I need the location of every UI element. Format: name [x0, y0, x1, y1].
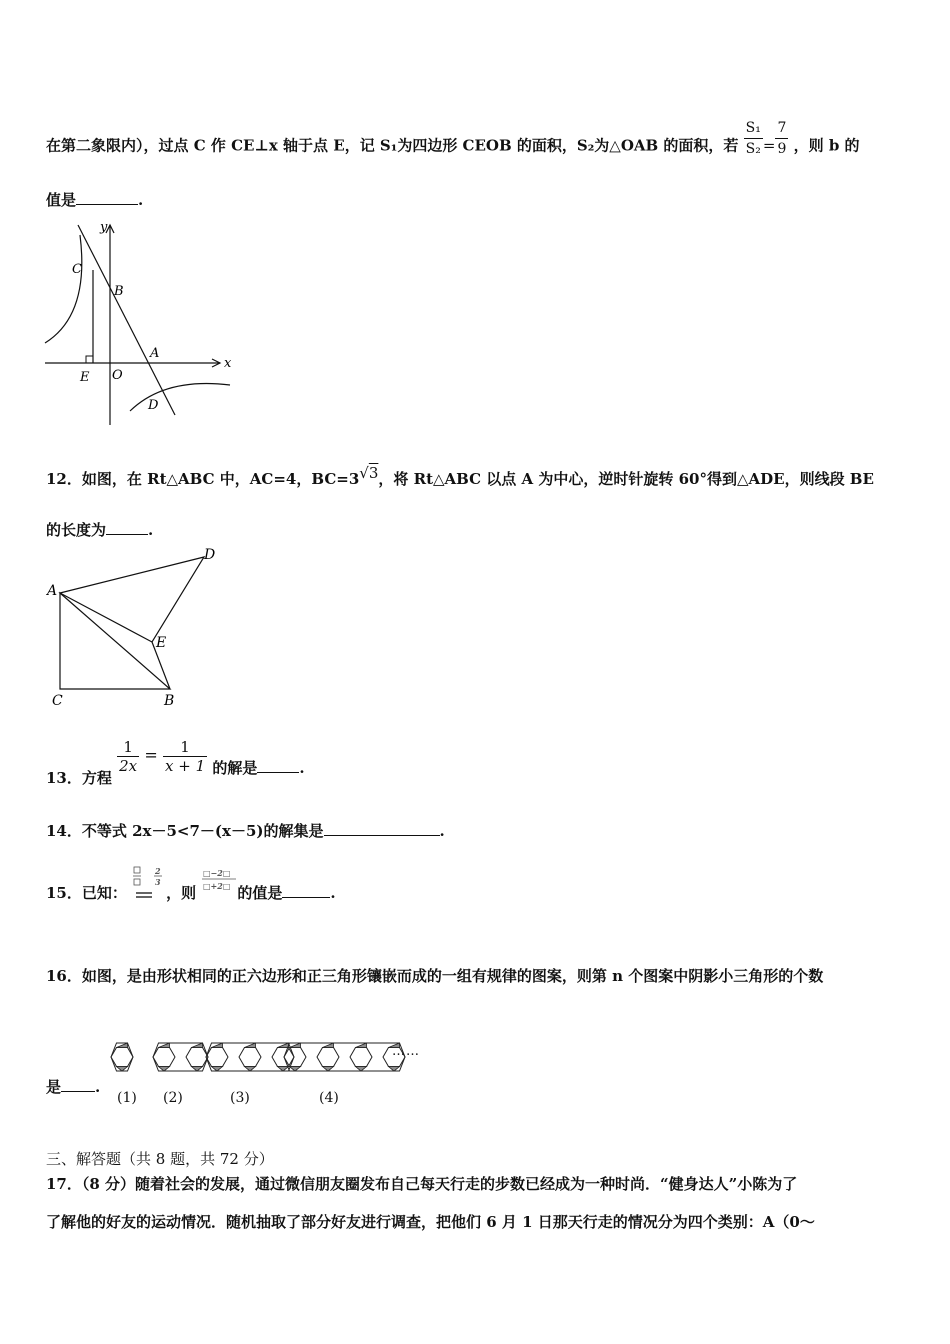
q11-value-fraction: $\frac{7}{9}$ [777, 120, 787, 157]
shaded-triangle [278, 1043, 289, 1048]
hexagon [317, 1047, 339, 1066]
q12-figure [44, 545, 229, 710]
answer-blank [106, 520, 148, 535]
q17-line1: 17．（8 分）随着社会的发展，通过微信朋友圈发布自己每天行走的步数已经成为一种时尚．“健身达人”小陈为了 [46, 1175, 798, 1193]
hyperbola-right-branch [130, 383, 230, 411]
label-x: x [224, 356, 232, 371]
q11-line1: 在第二象限内），过点 C 作 CE⊥x 轴于点 E，记 S₁为四边形 CEOB 的面积，S₂为△OAB 的面积，若 $\frac{\text{S₁}}{\text{S₂}}$ = $\frac{7}{9}$ ，则 b 的 [46, 120, 860, 157]
svg-text:3: 3 [155, 877, 161, 887]
caption-4: (4) [319, 1090, 339, 1106]
shaded-triangle [212, 1067, 223, 1072]
shaded-triangle [212, 1043, 223, 1048]
label-d: D [148, 398, 159, 413]
q11-line2: 值是 . [46, 191, 144, 209]
shaded-triangle [159, 1067, 170, 1072]
shaded-triangle [159, 1043, 170, 1048]
svg-text:□+2□: □+2□ [203, 881, 231, 891]
answer-blank [76, 190, 138, 205]
caption-1: (1) [117, 1090, 137, 1106]
q17-line2: 了解他的好友的运动情况．随机抽取了部分好友进行调查，把他们 6 月 1 日那天行走的情况分为四个类别：A（0～ [46, 1213, 815, 1231]
answer-blank [282, 883, 330, 898]
q15-line: 15．已知： 2 3 ，则 □−2□ □+2□ 的值是 . [46, 866, 336, 902]
q12-line2: 的长度为 . [46, 521, 154, 539]
shaded-triangle [245, 1067, 256, 1072]
shaded-triangle [117, 1067, 128, 1072]
pattern-3 [206, 1043, 294, 1071]
label-a: A [150, 346, 160, 361]
shaded-triangle [278, 1067, 289, 1072]
label-y: y [100, 220, 108, 235]
shaded-triangle [290, 1067, 301, 1072]
shaded-triangle [356, 1043, 367, 1048]
q13-lhs-fraction: $\frac{1}{2x}$ [119, 738, 138, 775]
q11-ratio-fraction: $\frac{\text{S₁}}{\text{S₂}}$ [745, 120, 761, 157]
shaded-triangle [117, 1043, 128, 1048]
pattern-1 [111, 1043, 133, 1071]
q13-line: 13．方程 $\frac{1}{2x}$ = $\frac{1}{x + 1}$ 的解是 . [46, 738, 305, 787]
hyperbola-left-branch [45, 235, 82, 343]
triangle-ade [60, 557, 204, 642]
caption-2: (2) [163, 1090, 183, 1106]
triangle-abc [60, 593, 170, 689]
svg-text:2: 2 [155, 866, 161, 876]
label-d: D [204, 547, 216, 563]
answer-blank [257, 758, 299, 773]
shaded-triangle [290, 1043, 301, 1048]
hexagon [186, 1047, 208, 1066]
shaded-triangle [192, 1067, 203, 1072]
shaded-triangle [192, 1043, 203, 1048]
shaded-triangle [323, 1067, 334, 1072]
label-a: A [47, 583, 58, 599]
section-3-title: 三、解答题（共 8 题，共 72 分） [46, 1150, 274, 1168]
sqrt-symbol: √3 [359, 464, 379, 482]
pattern-outline [284, 1043, 405, 1071]
right-angle-mark [86, 356, 93, 363]
hexagon [350, 1047, 372, 1066]
hexagon [111, 1047, 133, 1066]
answer-blank [324, 821, 440, 836]
q13-rhs-fraction: $\frac{1}{x + 1}$ [165, 738, 206, 775]
ellipsis: …… [392, 1044, 420, 1059]
label-o: O [112, 368, 123, 383]
label-b: B [114, 284, 124, 299]
q14-line: 14．不等式 2x－5<7－(x－5)的解集是 . [46, 822, 445, 840]
label-e: E [156, 635, 167, 651]
pattern-4 [284, 1043, 405, 1071]
hexagon [153, 1047, 175, 1066]
q11-figure [40, 215, 240, 430]
label-b: B [164, 693, 175, 709]
hexagon [239, 1047, 261, 1066]
q15-given-equation-image [132, 865, 166, 899]
q16-line2: 是 . [46, 1078, 101, 1096]
hexagon [272, 1047, 294, 1066]
hexagon [284, 1047, 306, 1066]
shaded-triangle [389, 1067, 400, 1072]
shaded-triangle [356, 1067, 367, 1072]
q12-line1: 12．如图，在 Rt△ABC 中，AC=4，BC=3√3，将 Rt△ABC 以点 A 为中心，逆时针旋转 60°得到△ADE，则线段 BE [46, 464, 874, 488]
q15-expression-image [201, 867, 237, 897]
hexagon [206, 1047, 228, 1066]
shaded-triangle [245, 1043, 256, 1048]
label-c: C [72, 262, 82, 277]
label-e: E [80, 370, 90, 385]
shaded-triangle [323, 1043, 334, 1048]
svg-text:□−2□: □−2□ [203, 868, 231, 878]
q16-figure [0, 1030, 950, 1090]
pattern-2 [153, 1043, 208, 1071]
caption-3: (3) [230, 1090, 250, 1106]
label-c: C [52, 693, 63, 709]
q16-line1: 16．如图，是由形状相同的正六边形和正三角形镶嵌而成的一组有规律的图案，则第 n 个图案中阴影小三角形的个数 [46, 967, 824, 985]
